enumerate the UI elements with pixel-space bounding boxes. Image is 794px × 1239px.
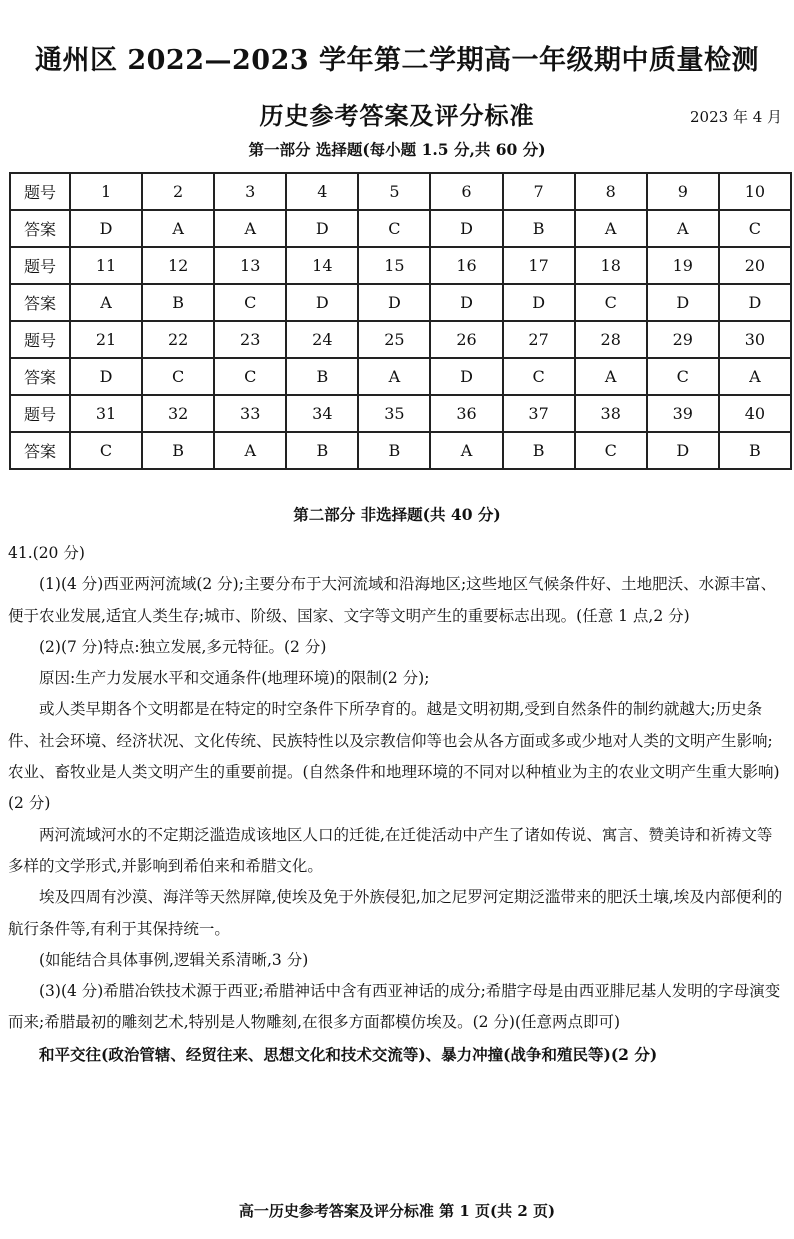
answer-cell: B [286, 358, 358, 395]
answer-paragraph-6: 埃及四周有沙漠、海洋等天然屏障,使埃及免于外族侵犯,加之尼罗河定期泛滥带来的肥沃土壤,埃及内部便利的航行条件等,有利于其保持统一。 [8, 888, 783, 938]
answer-cell: D [503, 284, 575, 321]
question-number-cell: 8 [575, 173, 647, 210]
question-number-cell: 34 [286, 395, 358, 432]
answer-cell: A [719, 358, 791, 395]
question-number-cell: 20 [719, 247, 791, 284]
question-number-cell: 11 [70, 247, 142, 284]
answer-paragraph-3: 原因:生产力发展水平和交通条件(地理环境)的限制(2 分); [39, 669, 430, 688]
question-number-cell: 31 [70, 395, 142, 432]
question-number-cell: 17 [503, 247, 575, 284]
answer-row [10, 358, 791, 395]
answer-cell: B [142, 432, 214, 469]
question-number-cell: 12 [142, 247, 214, 284]
question-number-cell: 3 [214, 173, 286, 210]
answer-cell: A [142, 210, 214, 247]
answer-cell: D [430, 358, 502, 395]
question-number-cell: 18 [575, 247, 647, 284]
question-number-cell: 23 [214, 321, 286, 358]
answer-cell: C [575, 432, 647, 469]
part2-body [8, 538, 786, 1070]
question-number-cell: 13 [214, 247, 286, 284]
question-number-cell: 22 [142, 321, 214, 358]
answer-cell: B [503, 432, 575, 469]
document-title: 通州区 2022—2023 学年第二学期高一年级期中质量检测 [34, 45, 760, 76]
page-footer: 高一历史参考答案及评分标准 第 1 页(共 2 页) [238, 1202, 556, 1220]
answer-cell: D [647, 432, 719, 469]
answer-cell: D [430, 210, 502, 247]
question-number: 41.(20 分) [8, 544, 85, 562]
question-number-cell: 40 [719, 395, 791, 432]
question-number-row [10, 247, 791, 284]
question-number-cell: 5 [358, 173, 430, 210]
answer-paragraph-5: 两河流域河水的不定期泛滥造成该地区人口的迁徙,在迁徙活动中产生了诸如传说、寓言、赞美诗和祈祷文等多样的文学形式,并影响到希伯来和希腊文化。 [8, 825, 773, 875]
answer-cell: C [647, 358, 719, 395]
answer-cell: C [575, 284, 647, 321]
answer-cell: B [286, 432, 358, 469]
question-number-row [10, 173, 791, 210]
question-number-cell: 39 [647, 395, 719, 432]
answer-cell: C [719, 210, 791, 247]
row-label-answer: 答案 [10, 284, 70, 321]
answer-cell: B [503, 210, 575, 247]
answer-cell: D [286, 284, 358, 321]
question-number-cell: 15 [358, 247, 430, 284]
row-label-question: 题号 [10, 395, 70, 432]
part2-heading: 第二部分 非选择题(共 40 分) [293, 505, 501, 524]
answer-cell: C [142, 358, 214, 395]
answer-cell: A [575, 210, 647, 247]
question-number-cell: 32 [142, 395, 214, 432]
answer-cell: A [214, 210, 286, 247]
answer-paragraph-4: 或人类早期各个文明都是在特定的时空条件下所孕育的。越是文明初期,受到自然条件的制约就越大;历史条件、社会环境、经济状况、文化传统、民族特性以及宗教信仰等也会从各方面或多或少地对人类的文明产生影响;农业、畜牧业是人类文明产生的重要前提。(自然条件和地理环境的不同对以种植业为主的农业文明产生重大影响)(2 分) [8, 700, 780, 813]
answer-cell: A [358, 358, 430, 395]
answer-cell: B [719, 432, 791, 469]
answer-paragraph-8: (3)(4 分)希腊冶铁技术源于西亚;希腊神话中含有西亚神话的成分;希腊字母是由西亚腓尼基人发明的字母演变而来;希腊最初的雕刻艺术,特别是人物雕刻,在很多方面都模仿埃及。(2 分)(任意两点即可) [8, 982, 781, 1032]
row-label-question: 题号 [10, 173, 70, 210]
question-number-cell: 30 [719, 321, 791, 358]
question-number-cell: 16 [430, 247, 502, 284]
answer-cell: D [647, 284, 719, 321]
answer-cell: D [358, 284, 430, 321]
answer-cell: C [503, 358, 575, 395]
answer-row [10, 210, 791, 247]
question-number-row [10, 321, 791, 358]
question-number-cell: 7 [503, 173, 575, 210]
question-number-cell: 14 [286, 247, 358, 284]
answer-paragraph-2: (2)(7 分)特点:独立发展,多元特征。(2 分) [39, 637, 327, 656]
question-number-cell: 29 [647, 321, 719, 358]
question-number-cell: 6 [430, 173, 502, 210]
document-date: 2023 年 4 月 [690, 108, 783, 126]
question-number-cell: 38 [575, 395, 647, 432]
answer-table [9, 172, 792, 470]
question-number-cell: 37 [503, 395, 575, 432]
answer-cell: D [70, 358, 142, 395]
answer-cell: A [430, 432, 502, 469]
answer-row [10, 432, 791, 469]
question-number-cell: 26 [430, 321, 502, 358]
question-number-cell: 19 [647, 247, 719, 284]
question-number-cell: 9 [647, 173, 719, 210]
question-number-cell: 35 [358, 395, 430, 432]
answer-cell: A [575, 358, 647, 395]
answer-cell: D [70, 210, 142, 247]
row-label-answer: 答案 [10, 210, 70, 247]
answer-cell: C [70, 432, 142, 469]
answer-cell: C [358, 210, 430, 247]
question-number-cell: 25 [358, 321, 430, 358]
question-number-cell: 28 [575, 321, 647, 358]
row-label-answer: 答案 [10, 358, 70, 395]
question-number-cell: 36 [430, 395, 502, 432]
answer-cell: C [214, 284, 286, 321]
question-number-row [10, 395, 791, 432]
answer-cell: B [358, 432, 430, 469]
answer-cell: D [719, 284, 791, 321]
question-number-cell: 2 [142, 173, 214, 210]
answer-cell: D [430, 284, 502, 321]
question-number-cell: 4 [286, 173, 358, 210]
question-number-cell: 24 [286, 321, 358, 358]
question-number-cell: 33 [214, 395, 286, 432]
answer-cell: B [142, 284, 214, 321]
answer-row [10, 284, 791, 321]
question-number-cell: 27 [503, 321, 575, 358]
answer-cell: A [70, 284, 142, 321]
answer-cell: D [286, 210, 358, 247]
row-label-question: 题号 [10, 321, 70, 358]
answer-paragraph-1: (1)(4 分)西亚两河流域(2 分);主要分布于大河流域和沿海地区;这些地区气候条件好、土地肥沃、水源丰富、便于农业发展,适宜人类生存;城市、阶级、国家、文字等文明产生的重要标志出现。(任意 1 点,2 分) [8, 575, 777, 625]
row-label-answer: 答案 [10, 432, 70, 469]
answer-paragraph-7: (如能结合具体事例,逻辑关系清晰,3 分) [39, 950, 309, 969]
question-number-cell: 21 [70, 321, 142, 358]
question-number-cell: 1 [70, 173, 142, 210]
question-number-cell: 10 [719, 173, 791, 210]
answer-cell: A [647, 210, 719, 247]
answer-cell: C [214, 358, 286, 395]
document-subtitle: 历史参考答案及评分标准 [259, 101, 535, 130]
answer-cell: A [214, 432, 286, 469]
row-label-question: 题号 [10, 247, 70, 284]
part1-heading: 第一部分 选择题(每小题 1.5 分,共 60 分) [248, 140, 546, 159]
answer-paragraph-9: 和平交往(政治管辖、经贸往来、思想文化和技术交流等)、暴力冲撞(战争和殖民等)(2 分) [39, 1044, 658, 1064]
